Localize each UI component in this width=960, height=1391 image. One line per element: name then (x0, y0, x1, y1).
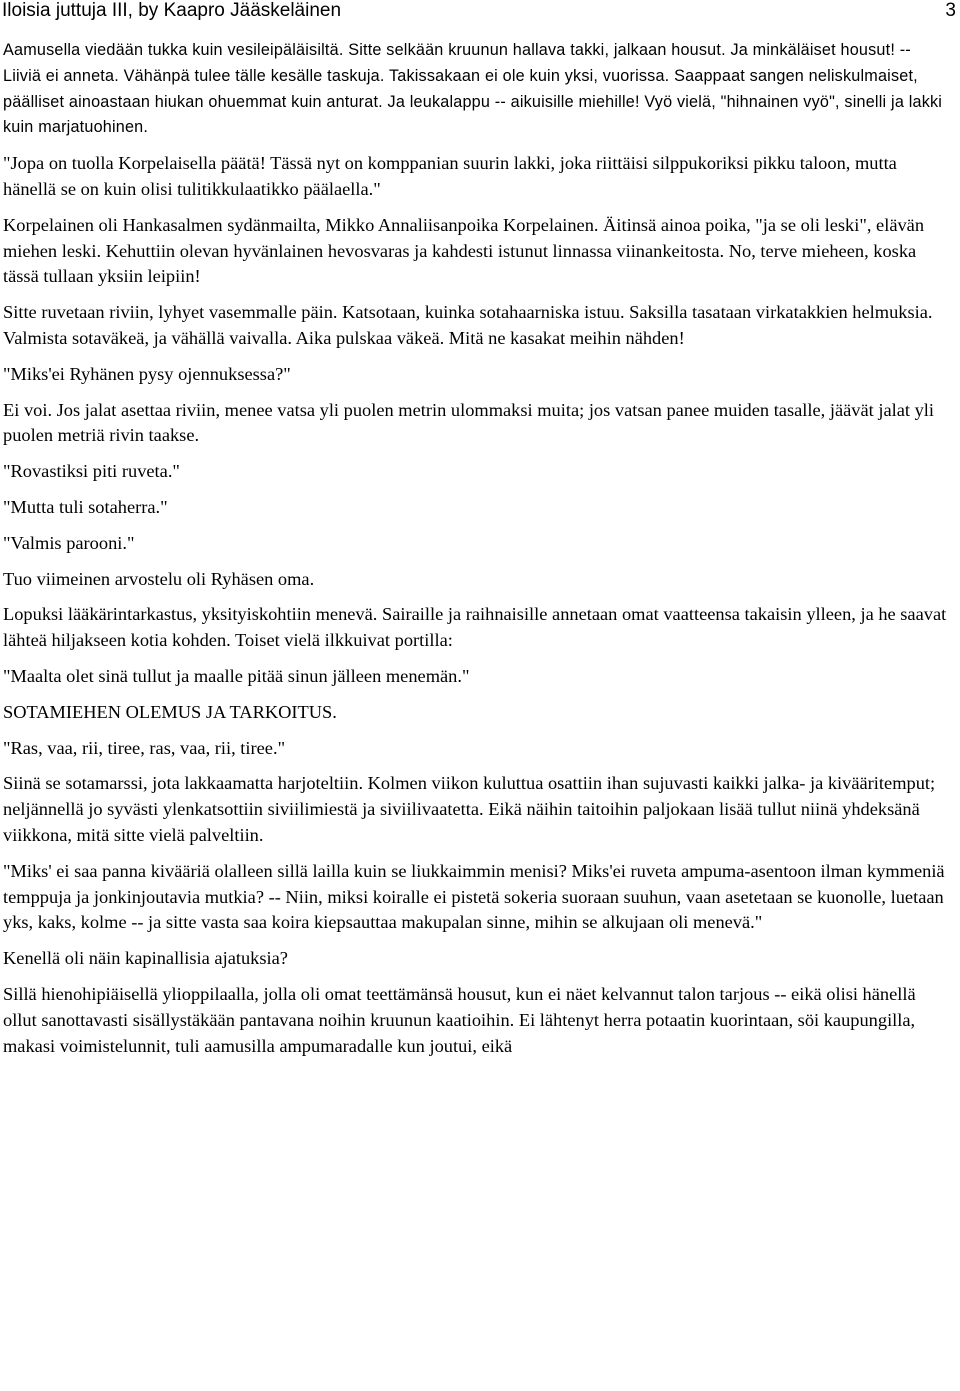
paragraph: Ei voi. Jos jalat asettaa riviin, menee vatsa yli puolen metrin ulommaksi muita; jos vatsan panee muiden tasalle, jäävät jalat yli puolen metriä rivin taakse. (3, 399, 935, 446)
paragraph: Kenellä oli näin kapinallisia ajatuksia? (3, 948, 288, 969)
book-title: Iloisia juttuja III, by Kaapro Jääskeläinen (2, 0, 342, 21)
paragraph: "Jopa on tuolla Korpelaisella päätä! Tässä nyt on komppanian suurin lakki, joka riittäisi silppukoriksi pikku taloon, mutta hänellä se on kuin olisi tulitikkulaatikko päälaella." (3, 153, 897, 199)
paragraph: "Ras, vaa, rii, tiree, ras, vaa, rii, tiree." (3, 737, 286, 758)
paragraph: "Miks' ei saa panna kivääriä olalleen sillä lailla kuin se liukkaimmin menisi? Miks'ei ruveta ampuma-asentoon ilman kymmeniä temppuja ja jonkinjoutavia mutkia? -- Niin, miksi koiralle ei pistetä sokeria suoraan suuhun, vaan asetetaan se kuonolle, luetaan yks, kaks, kolme -- ja sitte vasta saa koira kiepsauttaa makupalan sinne, mihin se alkujaan oli menevä." (3, 860, 945, 933)
paragraph: "Maalta olet sinä tullut ja maalle pitää sinun jälleen menemän." (3, 665, 470, 686)
paragraph: "Miks'ei Ryhänen pysy ojennuksessa?" (3, 363, 291, 384)
paragraph: "Mutta tuli sotaherra." (3, 496, 168, 517)
paragraph: Siinä se sotamarssi, jota lakkaamatta harjoteltiin. Kolmen viikon kuluttua osattiin ihan sujuvasti kaikki jalka- ja kivääritemput; neljännellä jo syvästi ylenkatsottiin siviilimiestä ja siviilivaatetta. Eikä näihin taitoihin paljokaan lisää tullut niinä yhdeksänä viikkona, mitä sitte vielä palveltiin. (3, 773, 936, 845)
paragraph: Aamusella viedään tukka kuin vesileipäläisiltä. Sitte selkään kruunun hallava takki, jalkaan housut. Ja minkäläiset housut! -- Liiviä ei anneta. Vähänpä tulee tälle kesälle taskuja. Takissakaan ei ole kuin yksi, vuorissa. Saappaat sangen neliskulmaiset, päälliset ainoastaan hiukan ohuemmat kuin anturat. Ja leukalappu -- aikuisille miehille! Vyö vielä, "hihnainen vyö", sinelli ja lakki kuin marjatuohinen. (3, 41, 943, 137)
paragraph: "Rovastiksi piti ruveta." (3, 461, 180, 482)
paragraph: Sitte ruvetaan riviin, lyhyet vasemmalle päin. Katsotaan, kuinka sotahaarniska istuu. Saksilla tasataan virkatakkien helmuksia. Valmista sotaväkeä, ja vähällä vaivalla. Aika pulskaa väkeä. Mitä ne kasakat meihin nähden! (3, 302, 933, 348)
paragraph: Lopuksi lääkärintarkastus, yksityiskohtiin menevä. Sairaille ja raihnaisille annetaan omat vaatteensa takaisin ylleen, ja he saavat lähteä hiljakseen kotia kohden. Toiset vielä ilkkuivat portilla: (3, 604, 947, 651)
paragraph: Sillä hienohipiäisellä ylioppilaalla, jolla oli omat teettämänsä housut, kun ei näet kelvannut talon tarjous -- eikä olisi hänellä ollut sanottavasti sisällystäkään pantavana noihin kruunun kaatioihin. Ei lähtenyt herra potaatin kuorintaan, söi kaupungilla, makasi voimistelunnit, tuli aamusilla ampumaradalle kun joutui, eikä (3, 983, 916, 1056)
book-text (3, 38, 953, 1069)
page-number: 3 (945, 0, 956, 21)
page-header (0, 0, 960, 26)
section-heading: SOTAMIEHEN OLEMUS JA TARKOITUS. (3, 701, 337, 722)
paragraph: Tuo viimeinen arvostelu oli Ryhäsen oma. (3, 568, 315, 589)
paragraph: Korpelainen oli Hankasalmen sydänmailta, Mikko Annaliisanpoika Korpelainen. Äitinsä ainoa poika, "ja se oli leski", elävän miehen leski. Kehuttiin olevan hyvänlainen hevosvaras ja kahdesti istunut linnassa viinankeitosta. No, terve mieheen, koska tässä tullaan yksiin leipiin! (3, 214, 925, 287)
paragraph: "Valmis parooni." (3, 532, 135, 553)
